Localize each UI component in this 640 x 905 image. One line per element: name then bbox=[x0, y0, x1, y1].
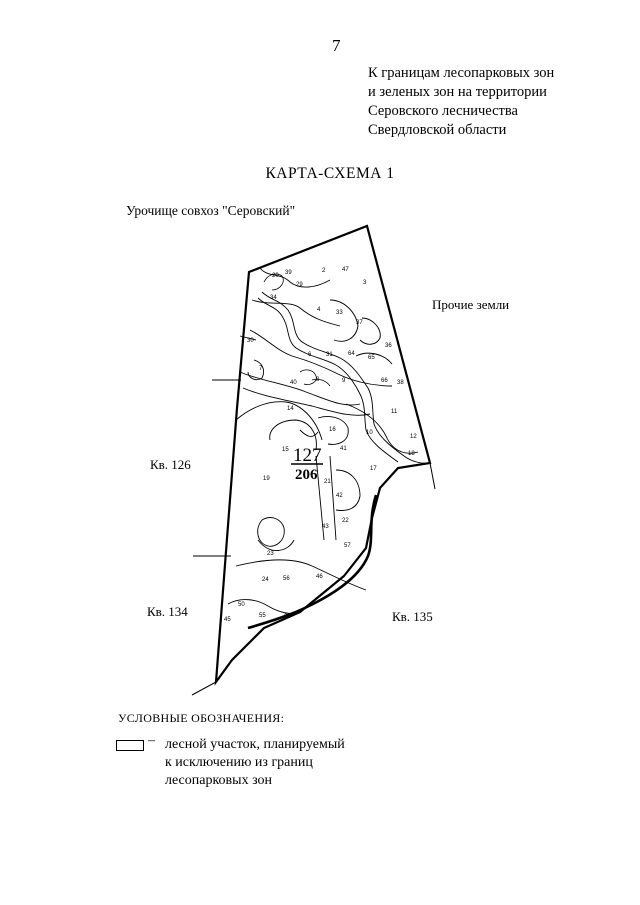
plot-label: 37 bbox=[356, 320, 363, 326]
quarter-label-126: Кв. 126 bbox=[150, 457, 191, 472]
plot-label: 8 bbox=[316, 377, 320, 383]
boundary-thick-segment bbox=[248, 495, 376, 628]
plot-label: 43 bbox=[322, 524, 329, 530]
page-number: 7 bbox=[332, 36, 341, 55]
plot-label: 22 bbox=[342, 518, 349, 524]
plot-label: 31 bbox=[326, 352, 333, 358]
plot-label: 39 bbox=[285, 270, 292, 276]
plot-label: 33 bbox=[336, 310, 343, 316]
plot-label: 24 bbox=[262, 577, 269, 583]
legend-dash: – bbox=[148, 733, 155, 748]
header-line: К границам лесопарковых зон bbox=[368, 65, 555, 81]
plot-label: 64 bbox=[348, 351, 355, 357]
plot-label: 29 bbox=[296, 282, 303, 288]
plot-label: 25 bbox=[284, 614, 291, 620]
quarter-number-127: 127 bbox=[293, 445, 322, 466]
plot-label: 6 bbox=[308, 352, 312, 358]
plot-label: 50 bbox=[238, 602, 245, 608]
header-line: и зеленых зон на территории bbox=[368, 84, 547, 100]
plot-label: 36 bbox=[385, 343, 392, 349]
map-title: КАРТА-СХЕМА 1 bbox=[265, 165, 395, 182]
plot-label: 30 bbox=[247, 338, 254, 344]
plot-label: 47 bbox=[342, 267, 349, 273]
quarter-label-134: Кв. 134 bbox=[147, 604, 188, 619]
quarter-line-sw bbox=[192, 682, 216, 695]
plot-label: 19 bbox=[263, 476, 270, 482]
plot-label: 34 bbox=[270, 295, 277, 301]
plot-label: 2 bbox=[322, 268, 326, 274]
plot-label: 45 bbox=[224, 617, 231, 623]
plot-label: 14 bbox=[287, 406, 294, 412]
plot-divisions bbox=[228, 268, 418, 614]
plot-label: 11 bbox=[391, 409, 398, 415]
legend-line: лесной участок, планируемый bbox=[165, 737, 345, 752]
plot-label: 21 bbox=[324, 479, 331, 485]
quarter-line-135 bbox=[430, 463, 435, 489]
plot-label: 20 bbox=[272, 273, 279, 279]
plot-label: 9 bbox=[342, 378, 346, 384]
legend-description bbox=[165, 736, 345, 790]
header-line: Серовского лесничества bbox=[368, 103, 518, 119]
plot-label: 65 bbox=[368, 355, 375, 361]
plot-label: 46 bbox=[316, 574, 323, 580]
plot-label: 38 bbox=[397, 380, 404, 386]
document-header bbox=[368, 64, 554, 140]
creek bbox=[264, 274, 330, 386]
plot-label: 57 bbox=[344, 543, 351, 549]
legend-title: УСЛОВНЫЕ ОБОЗНАЧЕНИЯ: bbox=[118, 711, 285, 725]
plot-label: 66 bbox=[381, 378, 388, 384]
header-line: Свердловской области bbox=[368, 122, 507, 138]
plot-label: 3 bbox=[363, 280, 367, 286]
legend-line: лесопарковых зон bbox=[165, 773, 273, 788]
plot-label: 55 bbox=[259, 613, 266, 619]
quarter-area-206: 206 bbox=[295, 467, 318, 483]
plot-label: 10 bbox=[366, 430, 373, 436]
plot-label: 56 bbox=[283, 576, 290, 582]
plot-label: 4 bbox=[317, 307, 321, 313]
plot-label: 23 bbox=[267, 551, 274, 557]
tract-name: Урочище совхоз "Серовский" bbox=[126, 203, 296, 218]
quarter-label-135: Кв. 135 bbox=[392, 609, 433, 624]
plot-label: 12 bbox=[410, 434, 417, 440]
plot-label: 7 bbox=[259, 366, 263, 372]
other-lands-label: Прочие земли bbox=[432, 297, 510, 312]
plot-label: 42 bbox=[336, 493, 343, 499]
plot-label: 17 bbox=[370, 466, 377, 472]
plot-label: 18 bbox=[408, 451, 415, 457]
legend-line: к исключению из границ bbox=[165, 755, 313, 770]
plot-label: 15 bbox=[282, 447, 289, 453]
plot-label: 41 bbox=[340, 446, 347, 452]
legend-swatch bbox=[116, 740, 144, 751]
plot-label: 16 bbox=[329, 427, 336, 433]
plot-label: 40 bbox=[290, 380, 297, 386]
